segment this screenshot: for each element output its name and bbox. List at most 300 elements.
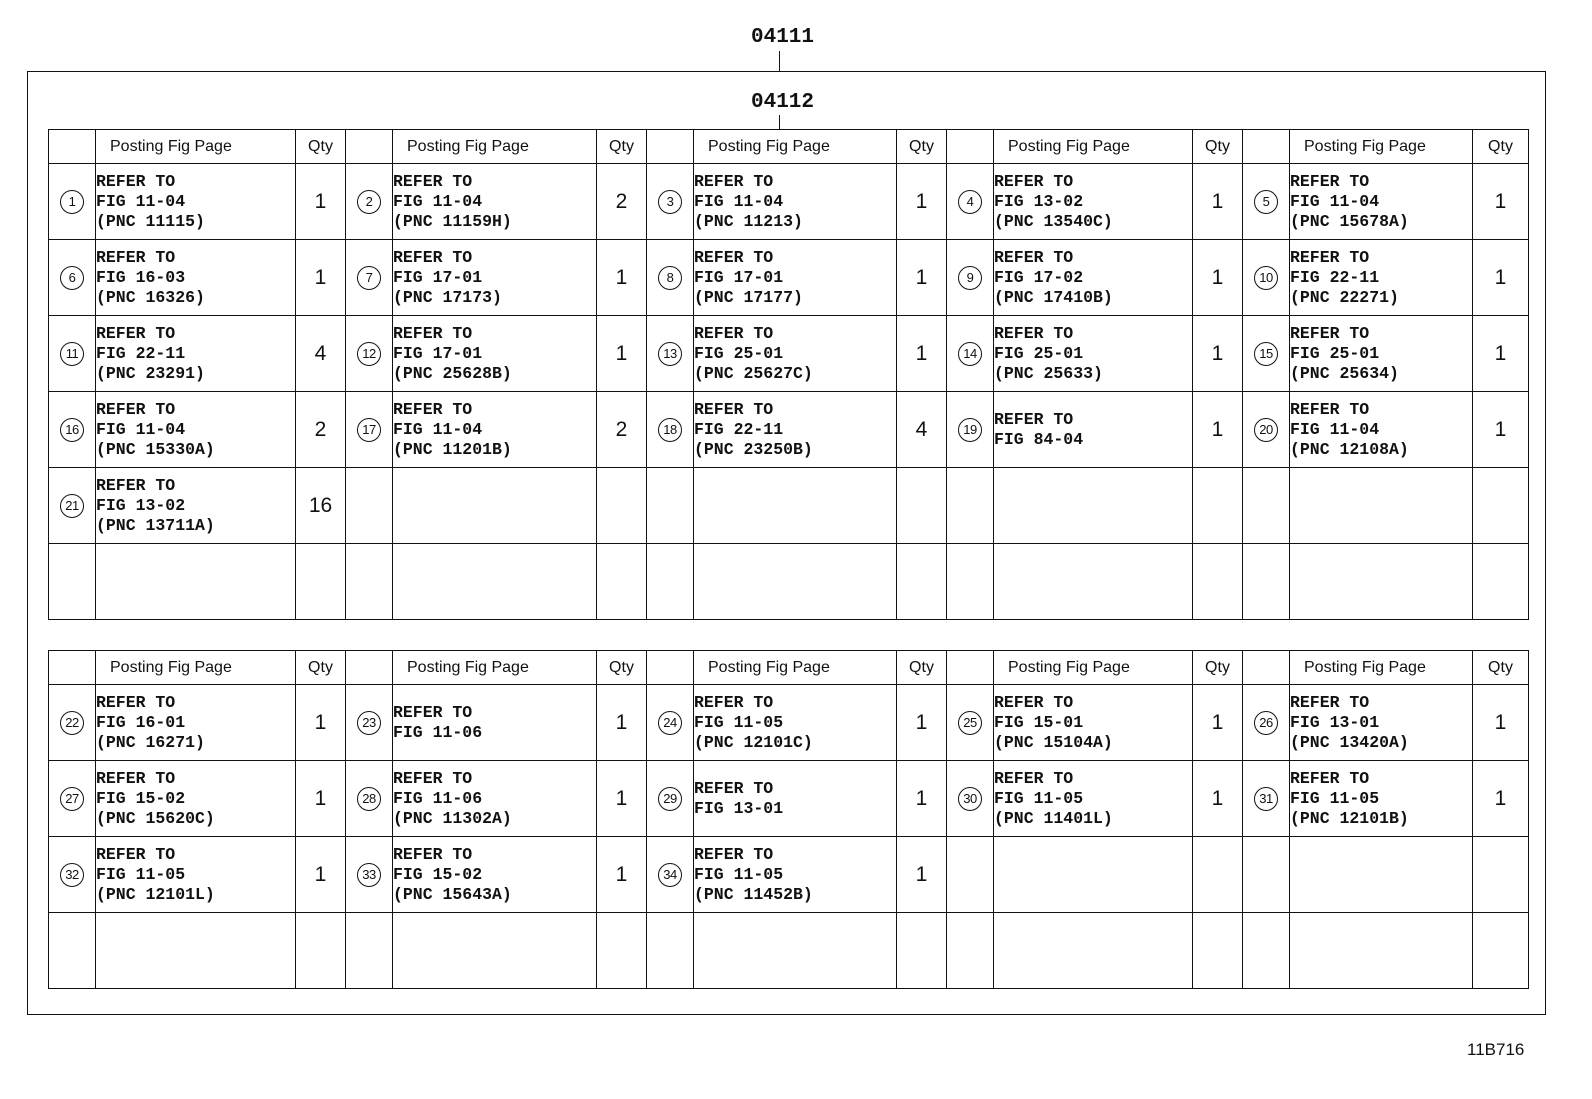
ref-pnc-line: (PNC 15620C)	[96, 808, 215, 828]
qty-cell	[597, 240, 647, 316]
posting-fig-page-cell	[694, 392, 897, 468]
item-number-circle: 24	[658, 711, 682, 735]
header-posting-fig-page: Posting Fig Page	[694, 651, 897, 685]
posting-fig-page-cell	[694, 761, 897, 837]
qty-value: 2	[615, 189, 628, 213]
ref-refer-line: REFER TO	[393, 247, 473, 267]
table-row	[49, 685, 1529, 761]
ref-pnc-line: (PNC 15643A)	[393, 884, 512, 904]
ref-refer-line: REFER TO	[694, 692, 774, 712]
table-row	[49, 913, 1529, 989]
item-number-cell	[346, 164, 393, 240]
qty-value: 2	[615, 417, 628, 441]
ref-pnc-line: (PNC 12101B)	[1290, 808, 1409, 828]
item-number-circle: 7	[357, 266, 381, 290]
item-number-circle: 11	[60, 342, 84, 366]
ref-fig-line: FIG 11-05	[96, 864, 186, 884]
ref-fig-line: FIG 16-03	[96, 267, 186, 287]
qty-value: 1	[1211, 265, 1224, 289]
item-number-circle: 34	[658, 863, 682, 887]
header-qty: Qty	[897, 651, 947, 685]
posting-fig-page-cell	[994, 240, 1193, 316]
ref-refer-line: REFER TO	[96, 399, 176, 419]
posting-fig-page-cell	[96, 544, 296, 620]
posting-fig-page-cell	[393, 913, 597, 989]
qty-value: 1	[1211, 189, 1224, 213]
item-number-circle: 16	[60, 418, 84, 442]
item-number-cell	[346, 761, 393, 837]
ref-fig-line: FIG 22-11	[694, 419, 784, 439]
qty-value: 4	[314, 341, 327, 365]
item-number-circle: 8	[658, 266, 682, 290]
qty-value: 1	[314, 786, 327, 810]
item-number-cell	[346, 468, 393, 544]
ref-pnc-line: (PNC 23291)	[96, 363, 205, 383]
item-number-cell	[947, 761, 994, 837]
ref-pnc-line: (PNC 25628B)	[393, 363, 512, 383]
item-number-cell	[49, 685, 96, 761]
header-posting-fig-page: Posting Fig Page	[694, 130, 897, 164]
posting-fig-page-cell	[96, 761, 296, 837]
qty-cell	[1193, 837, 1243, 913]
header-num-column	[49, 130, 96, 164]
item-number-cell	[947, 468, 994, 544]
posting-fig-page-cell	[694, 164, 897, 240]
table-row	[49, 240, 1529, 316]
posting-fig-page-cell	[96, 392, 296, 468]
qty-value: 1	[915, 265, 928, 289]
ref-pnc-line: (PNC 13540C)	[994, 211, 1113, 231]
posting-fig-page-cell	[994, 544, 1193, 620]
item-number-circle: 5	[1254, 190, 1278, 214]
posting-fig-page-cell	[694, 240, 897, 316]
qty-cell	[296, 164, 346, 240]
inner-code-leader-line	[779, 115, 780, 129]
ref-refer-line: REFER TO	[994, 323, 1074, 343]
ref-refer-line: REFER TO	[694, 171, 774, 191]
qty-cell	[597, 316, 647, 392]
ref-fig-line: FIG 15-02	[96, 788, 186, 808]
header-num-column	[947, 130, 994, 164]
item-number-cell	[647, 392, 694, 468]
item-number-cell	[647, 913, 694, 989]
ref-pnc-line: (PNC 11452B)	[694, 884, 813, 904]
ref-refer-line: REFER TO	[1290, 323, 1370, 343]
ref-fig-line: FIG 11-04	[1290, 419, 1380, 439]
item-number-circle: 13	[658, 342, 682, 366]
ref-pnc-line: (PNC 17173)	[393, 287, 502, 307]
ref-refer-line: REFER TO	[1290, 692, 1370, 712]
item-number-circle: 18	[658, 418, 682, 442]
ref-pnc-line: (PNC 11159H)	[393, 211, 512, 231]
posting-fig-page-cell	[393, 164, 597, 240]
qty-cell	[1193, 316, 1243, 392]
item-number-cell	[647, 316, 694, 392]
posting-fig-page-cell	[393, 837, 597, 913]
posting-fig-page-cell	[96, 240, 296, 316]
ref-fig-line: FIG 25-01	[1290, 343, 1380, 363]
item-number-circle: 6	[60, 266, 84, 290]
qty-value: 1	[615, 265, 628, 289]
ref-refer-line: REFER TO	[694, 844, 774, 864]
ref-refer-line: REFER TO	[694, 247, 774, 267]
qty-cell	[897, 761, 947, 837]
ref-fig-line: FIG 16-01	[96, 712, 186, 732]
parts-table-top	[48, 129, 1529, 620]
qty-cell	[897, 468, 947, 544]
ref-pnc-line: (PNC 23250B)	[694, 439, 813, 459]
item-number-cell	[947, 392, 994, 468]
posting-fig-page-cell	[994, 837, 1193, 913]
item-number-circle: 15	[1254, 342, 1278, 366]
item-number-cell	[49, 761, 96, 837]
item-number-circle: 1	[60, 190, 84, 214]
header-qty: Qty	[597, 651, 647, 685]
ref-pnc-line: (PNC 12101L)	[96, 884, 215, 904]
ref-pnc-line: (PNC 16271)	[96, 732, 205, 752]
qty-cell	[296, 468, 346, 544]
ref-fig-line: FIG 11-05	[694, 712, 784, 732]
qty-value: 1	[1494, 417, 1507, 441]
posting-fig-page-cell	[393, 761, 597, 837]
item-number-circle: 14	[958, 342, 982, 366]
qty-value: 1	[314, 189, 327, 213]
ref-fig-line: FIG 22-11	[1290, 267, 1380, 287]
ref-refer-line: REFER TO	[393, 702, 473, 722]
item-number-circle: 21	[60, 494, 84, 518]
item-number-cell	[647, 468, 694, 544]
ref-pnc-line: (PNC 11115)	[96, 211, 205, 231]
qty-cell	[597, 685, 647, 761]
item-number-circle: 33	[357, 863, 381, 887]
header-num-column	[647, 651, 694, 685]
qty-value: 1	[1494, 189, 1507, 213]
item-number-circle: 2	[357, 190, 381, 214]
table-header-row	[49, 651, 1529, 685]
ref-refer-line: REFER TO	[994, 768, 1074, 788]
qty-value: 1	[1494, 265, 1507, 289]
ref-fig-line: FIG 11-06	[393, 722, 483, 742]
ref-refer-line: REFER TO	[994, 409, 1074, 429]
item-number-circle: 17	[357, 418, 381, 442]
posting-fig-page-cell	[1290, 761, 1473, 837]
header-num-column	[1243, 651, 1290, 685]
qty-cell	[597, 392, 647, 468]
posting-fig-page-cell	[96, 316, 296, 392]
qty-cell	[296, 913, 346, 989]
parts-table-bottom	[48, 650, 1529, 989]
qty-cell	[897, 316, 947, 392]
item-number-cell	[49, 240, 96, 316]
posting-fig-page-cell	[694, 468, 897, 544]
item-number-cell	[346, 240, 393, 316]
item-number-circle: 19	[958, 418, 982, 442]
ref-fig-line: FIG 17-02	[994, 267, 1084, 287]
ref-fig-line: FIG 15-02	[393, 864, 483, 884]
header-num-column	[346, 130, 393, 164]
item-number-circle: 30	[958, 787, 982, 811]
item-number-cell	[1243, 544, 1290, 620]
posting-fig-page-cell	[994, 316, 1193, 392]
qty-value: 4	[915, 417, 928, 441]
qty-cell	[897, 164, 947, 240]
ref-refer-line: REFER TO	[1290, 768, 1370, 788]
header-posting-fig-page: Posting Fig Page	[994, 651, 1193, 685]
qty-value: 16	[308, 493, 333, 517]
ref-fig-line: FIG 84-04	[994, 429, 1084, 449]
item-number-cell	[947, 164, 994, 240]
ref-fig-line: FIG 11-04	[1290, 191, 1380, 211]
ref-fig-line: FIG 25-01	[694, 343, 784, 363]
item-number-cell	[947, 544, 994, 620]
table-row	[49, 544, 1529, 620]
ref-refer-line: REFER TO	[96, 323, 176, 343]
qty-cell	[1193, 761, 1243, 837]
item-number-cell	[1243, 164, 1290, 240]
item-number-cell	[647, 837, 694, 913]
ref-fig-line: FIG 13-02	[96, 495, 186, 515]
qty-cell	[296, 685, 346, 761]
item-number-cell	[647, 761, 694, 837]
item-number-circle: 28	[357, 787, 381, 811]
posting-fig-page-cell	[694, 544, 897, 620]
item-number-cell	[1243, 240, 1290, 316]
item-number-cell	[1243, 468, 1290, 544]
qty-cell	[296, 316, 346, 392]
qty-cell	[1473, 164, 1529, 240]
item-number-circle: 22	[60, 711, 84, 735]
item-number-cell	[947, 685, 994, 761]
inner-assembly-code: 04112	[751, 91, 815, 114]
header-posting-fig-page: Posting Fig Page	[1290, 651, 1473, 685]
qty-cell	[1193, 544, 1243, 620]
header-posting-fig-page: Posting Fig Page	[393, 651, 597, 685]
posting-fig-page-cell	[96, 164, 296, 240]
qty-cell	[1193, 240, 1243, 316]
ref-pnc-line: (PNC 25627C)	[694, 363, 813, 383]
qty-cell	[897, 240, 947, 316]
posting-fig-page-cell	[694, 685, 897, 761]
ref-pnc-line: (PNC 11201B)	[393, 439, 512, 459]
ref-fig-line: FIG 17-01	[694, 267, 784, 287]
qty-value: 1	[314, 265, 327, 289]
qty-cell	[1473, 761, 1529, 837]
item-number-cell	[49, 913, 96, 989]
table-row	[49, 316, 1529, 392]
posting-fig-page-cell	[1290, 392, 1473, 468]
posting-fig-page-cell	[1290, 164, 1473, 240]
header-posting-fig-page: Posting Fig Page	[994, 130, 1193, 164]
ref-pnc-line: (PNC 15104A)	[994, 732, 1113, 752]
item-number-cell	[1243, 392, 1290, 468]
ref-refer-line: REFER TO	[96, 692, 176, 712]
item-number-cell	[1243, 837, 1290, 913]
qty-cell	[897, 913, 947, 989]
posting-fig-page-cell	[1290, 913, 1473, 989]
item-number-cell	[947, 837, 994, 913]
qty-cell	[1473, 685, 1529, 761]
ref-refer-line: REFER TO	[694, 323, 774, 343]
qty-cell	[296, 544, 346, 620]
table-row	[49, 392, 1529, 468]
qty-value: 1	[314, 862, 327, 886]
ref-refer-line: REFER TO	[694, 778, 774, 798]
posting-fig-page-cell	[694, 837, 897, 913]
ref-pnc-line: (PNC 11213)	[694, 211, 803, 231]
qty-cell	[897, 685, 947, 761]
item-number-cell	[346, 544, 393, 620]
qty-value: 1	[314, 710, 327, 734]
qty-value: 1	[615, 862, 628, 886]
ref-refer-line: REFER TO	[96, 475, 176, 495]
ref-pnc-line: (PNC 25633)	[994, 363, 1103, 383]
posting-fig-page-cell	[96, 685, 296, 761]
qty-cell	[597, 761, 647, 837]
qty-value: 1	[915, 862, 928, 886]
header-qty: Qty	[1193, 651, 1243, 685]
header-qty: Qty	[1473, 130, 1529, 164]
ref-refer-line: REFER TO	[994, 692, 1074, 712]
item-number-circle: 23	[357, 711, 381, 735]
item-number-cell	[1243, 913, 1290, 989]
ref-fig-line: FIG 15-01	[994, 712, 1084, 732]
ref-pnc-line: (PNC 12101C)	[694, 732, 813, 752]
header-qty: Qty	[597, 130, 647, 164]
qty-cell	[1473, 468, 1529, 544]
qty-cell	[1473, 913, 1529, 989]
ref-refer-line: REFER TO	[393, 844, 473, 864]
posting-fig-page-cell	[393, 316, 597, 392]
item-number-cell	[647, 240, 694, 316]
header-num-column	[647, 130, 694, 164]
qty-value: 1	[1211, 417, 1224, 441]
posting-fig-page-cell	[393, 685, 597, 761]
ref-refer-line: REFER TO	[994, 247, 1074, 267]
header-qty: Qty	[296, 130, 346, 164]
ref-refer-line: REFER TO	[1290, 171, 1370, 191]
qty-value: 1	[1211, 786, 1224, 810]
item-number-cell	[346, 392, 393, 468]
qty-value: 2	[314, 417, 327, 441]
item-number-cell	[947, 913, 994, 989]
posting-fig-page-cell	[96, 837, 296, 913]
ref-pnc-line: (PNC 11401L)	[994, 808, 1113, 828]
posting-fig-page-cell	[994, 468, 1193, 544]
header-num-column	[947, 651, 994, 685]
posting-fig-page-cell	[96, 468, 296, 544]
posting-fig-page-cell	[694, 316, 897, 392]
item-number-cell	[1243, 685, 1290, 761]
ref-pnc-line: (PNC 11302A)	[393, 808, 512, 828]
item-number-circle: 26	[1254, 711, 1278, 735]
ref-fig-line: FIG 11-05	[1290, 788, 1380, 808]
ref-fig-line: FIG 11-06	[393, 788, 483, 808]
figure-code: 11B716	[1467, 1040, 1525, 1059]
posting-fig-page-cell	[994, 392, 1193, 468]
table-row	[49, 837, 1529, 913]
posting-fig-page-cell	[1290, 468, 1473, 544]
ref-refer-line: REFER TO	[1290, 399, 1370, 419]
ref-fig-line: FIG 11-04	[393, 191, 483, 211]
qty-cell	[1193, 468, 1243, 544]
ref-refer-line: REFER TO	[96, 247, 176, 267]
item-number-cell	[947, 240, 994, 316]
qty-cell	[597, 544, 647, 620]
qty-value: 1	[1494, 710, 1507, 734]
header-posting-fig-page: Posting Fig Page	[96, 651, 296, 685]
item-number-cell	[346, 913, 393, 989]
item-number-circle: 25	[958, 711, 982, 735]
header-posting-fig-page: Posting Fig Page	[393, 130, 597, 164]
qty-value: 1	[615, 710, 628, 734]
item-number-circle: 29	[658, 787, 682, 811]
qty-value: 1	[1494, 341, 1507, 365]
ref-fig-line: FIG 11-04	[96, 191, 186, 211]
header-num-column	[346, 651, 393, 685]
header-posting-fig-page: Posting Fig Page	[96, 130, 296, 164]
qty-value: 1	[915, 710, 928, 734]
ref-refer-line: REFER TO	[393, 323, 473, 343]
header-qty: Qty	[897, 130, 947, 164]
qty-cell	[597, 468, 647, 544]
qty-value: 1	[615, 341, 628, 365]
posting-fig-page-cell	[1290, 316, 1473, 392]
qty-cell	[1193, 392, 1243, 468]
posting-fig-page-cell	[1290, 837, 1473, 913]
item-number-cell	[49, 164, 96, 240]
header-qty: Qty	[296, 651, 346, 685]
ref-pnc-line: (PNC 12108A)	[1290, 439, 1409, 459]
qty-cell	[597, 164, 647, 240]
ref-fig-line: FIG 17-01	[393, 343, 483, 363]
qty-cell	[597, 837, 647, 913]
item-number-cell	[647, 164, 694, 240]
item-number-cell	[49, 468, 96, 544]
ref-refer-line: REFER TO	[994, 171, 1074, 191]
qty-cell	[296, 837, 346, 913]
posting-fig-page-cell	[994, 685, 1193, 761]
posting-fig-page-cell	[994, 761, 1193, 837]
ref-fig-line: FIG 25-01	[994, 343, 1084, 363]
ref-pnc-line: (PNC 25634)	[1290, 363, 1399, 383]
outer-code-leader-line	[779, 51, 780, 71]
qty-cell	[1473, 837, 1529, 913]
item-number-cell	[947, 316, 994, 392]
ref-refer-line: REFER TO	[393, 399, 473, 419]
posting-fig-page-cell	[1290, 685, 1473, 761]
item-number-circle: 27	[60, 787, 84, 811]
ref-pnc-line: (PNC 15330A)	[96, 439, 215, 459]
posting-fig-page-cell	[393, 544, 597, 620]
qty-cell	[1473, 392, 1529, 468]
ref-pnc-line: (PNC 16326)	[96, 287, 205, 307]
ref-pnc-line: (PNC 22271)	[1290, 287, 1399, 307]
item-number-circle: 10	[1254, 266, 1278, 290]
item-number-circle: 3	[658, 190, 682, 214]
ref-fig-line: FIG 13-02	[994, 191, 1084, 211]
ref-fig-line: FIG 11-05	[994, 788, 1084, 808]
ref-pnc-line: (PNC 13420A)	[1290, 732, 1409, 752]
ref-fig-line: FIG 11-04	[694, 191, 784, 211]
item-number-cell	[647, 544, 694, 620]
ref-refer-line: REFER TO	[1290, 247, 1370, 267]
ref-fig-line: FIG 11-04	[96, 419, 186, 439]
qty-cell	[296, 392, 346, 468]
posting-fig-page-cell	[694, 913, 897, 989]
qty-cell	[897, 837, 947, 913]
item-number-circle: 12	[357, 342, 381, 366]
ref-refer-line: REFER TO	[393, 768, 473, 788]
